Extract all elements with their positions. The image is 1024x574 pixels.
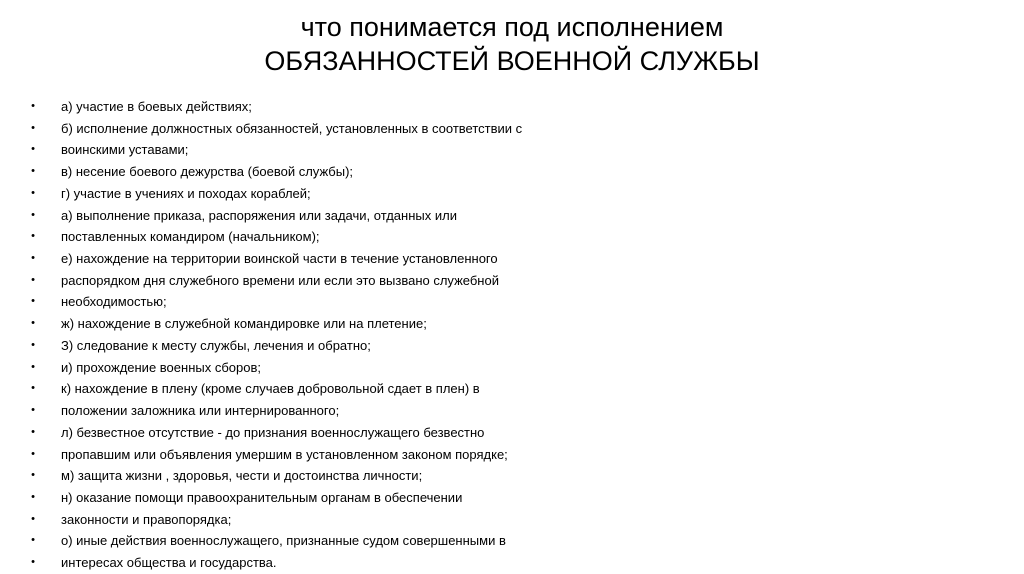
list-item-text: поставленных командиром (начальником); [61, 229, 320, 245]
list-item-text: н) оказание помощи правоохранительным органам в обеспечении [61, 489, 463, 505]
bullet-icon: • [31, 556, 35, 569]
list-item [28, 422, 628, 444]
list-item [28, 291, 628, 313]
list-item [28, 378, 628, 400]
list-item-text: б) исполнение должностных обязанностей, установленных в соответствии с [61, 120, 523, 136]
list-item-text: а) выполнение приказа, распоряжения или задачи, отданных или [61, 207, 457, 223]
list-item [28, 248, 628, 270]
bullet-icon: • [31, 317, 35, 330]
list-item-text: законности и правопорядка; [61, 511, 232, 527]
list-item-text: о) иные действия военнослужащего, признанные судом совершенными в [61, 533, 506, 549]
bullet-icon: • [31, 338, 35, 351]
list-item-text: З) следование к месту службы, лечения и обратно; [61, 337, 371, 353]
bullet-icon: • [31, 469, 35, 482]
bullet-icon: • [31, 143, 35, 156]
bullet-icon: • [31, 490, 35, 503]
list-item [28, 183, 628, 205]
list-item [28, 270, 628, 292]
title-line-1: что понимается под исполнением [300, 12, 724, 42]
bullet-icon: • [31, 121, 35, 134]
list-item-text: ж) нахождение в служебной командировке или на плетение; [61, 316, 427, 332]
list-item [28, 118, 628, 140]
list-item [28, 487, 628, 509]
list-item-text: необходимостью; [61, 294, 167, 310]
bullet-icon: • [31, 208, 35, 221]
bullet-icon: • [31, 360, 35, 373]
list-item [28, 552, 628, 574]
bullet-icon: • [31, 273, 35, 286]
list-item [28, 161, 628, 183]
list-item [28, 226, 628, 248]
slide-title [0, 10, 1024, 78]
list-item [28, 205, 628, 227]
list-item-text: л) безвестное отсутствие - до признания военнослужащего безвестно [61, 424, 485, 440]
list-item-text: воинскими уставами; [61, 142, 189, 158]
bullet-icon: • [31, 512, 35, 525]
list-item-text: к) нахождение в плену (кроме случаев добровольной сдает в плен) в [61, 381, 480, 397]
list-item-text: е) нахождение на территории воинской части в течение установленного [61, 251, 498, 267]
list-item [28, 465, 628, 487]
list-item [28, 139, 628, 161]
list-item [28, 530, 628, 552]
list-item-text: в) несение боевого дежурства (боевой службы); [61, 164, 354, 180]
bullet-icon: • [31, 252, 35, 265]
bullet-icon: • [31, 100, 35, 112]
list-item [28, 444, 628, 466]
bullet-list [28, 96, 628, 574]
list-item-text: положении заложника или интернированного; [61, 403, 340, 419]
bullet-icon: • [31, 447, 35, 460]
list-item-text: пропавшим или объявления умершим в установленном законом порядке; [61, 446, 508, 462]
bullet-icon: • [31, 165, 35, 178]
bullet-icon: • [31, 404, 35, 417]
title-line-2: ОБЯЗАННОСТЕЙ ВОЕННОЙ СЛУЖБЫ [264, 46, 760, 76]
bullet-icon: • [31, 230, 35, 243]
bullet-icon: • [31, 382, 35, 395]
list-item-text: и) прохождение военных сборов; [61, 359, 261, 375]
list-item [28, 313, 628, 335]
list-item [28, 357, 628, 379]
list-item-text: а) участие в боевых действиях; [61, 99, 252, 114]
bullet-icon: • [31, 186, 35, 199]
list-item-text: распорядком дня служебного времени или если это вызвано служебной [61, 272, 499, 288]
list-item-text: м) защита жизни , здоровья, чести и достоинства личности; [61, 468, 423, 484]
list-item [28, 96, 628, 118]
list-item-text: г) участие в учениях и походах кораблей; [61, 185, 311, 201]
list-item [28, 400, 628, 422]
bullet-icon: • [31, 425, 35, 438]
bullet-icon: • [31, 295, 35, 308]
list-item-text: интересах общества и государства. [61, 555, 277, 571]
bullet-icon: • [31, 534, 35, 547]
list-item [28, 335, 628, 357]
list-item [28, 509, 628, 531]
